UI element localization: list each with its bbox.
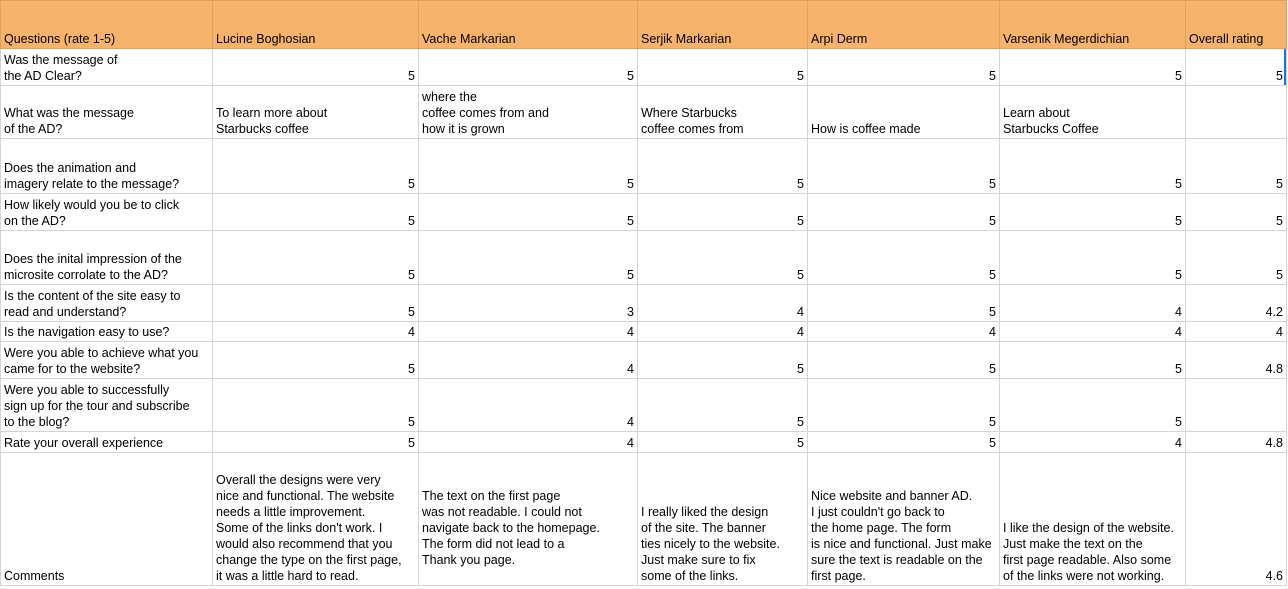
cell-arpi[interactable]: 4	[808, 322, 1000, 342]
header-cell-questions[interactable]: Questions (rate 1-5)	[1, 1, 213, 49]
cell-varsenik[interactable]: 5	[1000, 194, 1186, 231]
cell-arpi[interactable]: 5	[808, 194, 1000, 231]
cell-vache[interactable]: 4	[419, 379, 638, 432]
cell-serjik[interactable]: 5	[638, 194, 808, 231]
cell-lucine[interactable]: 5	[213, 231, 419, 285]
cell-overall[interactable]	[1186, 86, 1287, 139]
header-cell-varsenik[interactable]: Varsenik Megerdichian	[1000, 1, 1186, 49]
header-cell-serjik[interactable]: Serjik Markarian	[638, 1, 808, 49]
table-row	[1, 139, 1287, 194]
cell-serjik[interactable]: 5	[638, 139, 808, 194]
table-row	[1, 379, 1287, 432]
cell-lucine[interactable]: 5	[213, 342, 419, 379]
cell-serjik[interactable]: I really liked the design of the site. The banner ties nicely to the website. Just make sure to fix some of the links.	[638, 453, 808, 586]
table-row	[1, 432, 1287, 453]
cell-vache[interactable]: 5	[419, 49, 638, 86]
cell-overall[interactable]: 5	[1186, 49, 1287, 86]
table-row	[1, 194, 1287, 231]
cell-varsenik[interactable]: 4	[1000, 285, 1186, 322]
cell-question[interactable]: Is the navigation easy to use?	[1, 322, 213, 342]
cell-question[interactable]: Rate your overall experience	[1, 432, 213, 453]
header-row	[1, 1, 1287, 49]
cell-lucine[interactable]: 5	[213, 285, 419, 322]
cell-overall[interactable]: 4.6	[1186, 453, 1287, 586]
table-row	[1, 453, 1287, 586]
cell-vache[interactable]: 4	[419, 322, 638, 342]
cell-arpi[interactable]: 5	[808, 139, 1000, 194]
cell-varsenik[interactable]: 5	[1000, 49, 1186, 86]
cell-varsenik[interactable]: Learn about Starbucks Coffee	[1000, 86, 1186, 139]
cell-question[interactable]: How likely would you be to click on the AD?	[1, 194, 213, 231]
cell-vache[interactable]: The text on the first page was not readable. I could not navigate back to the homepage. The form did not lead to a Thank you page.	[419, 453, 638, 586]
table-row	[1, 49, 1287, 86]
cell-serjik[interactable]: 4	[638, 285, 808, 322]
cell-question[interactable]: Comments	[1, 453, 213, 586]
cell-arpi[interactable]: 5	[808, 379, 1000, 432]
cell-vache[interactable]: 5	[419, 231, 638, 285]
cell-serjik[interactable]: 4	[638, 322, 808, 342]
cell-arpi[interactable]: 5	[808, 285, 1000, 322]
cell-vache[interactable]: 5	[419, 139, 638, 194]
cell-vache[interactable]: where the coffee comes from and how it is grown	[419, 86, 638, 139]
cell-varsenik[interactable]: 4	[1000, 322, 1186, 342]
cell-overall[interactable]: 5	[1186, 194, 1287, 231]
cell-varsenik[interactable]: 5	[1000, 342, 1186, 379]
cell-question[interactable]: Is the content of the site easy to read and understand?	[1, 285, 213, 322]
cell-question[interactable]: Does the animation and imagery relate to the message?	[1, 139, 213, 194]
cell-overall[interactable]: 5	[1186, 231, 1287, 285]
header-cell-lucine[interactable]: Lucine Boghosian	[213, 1, 419, 49]
table-row	[1, 342, 1287, 379]
cell-serjik[interactable]: 5	[638, 432, 808, 453]
cell-question[interactable]: What was the message of the AD?	[1, 86, 213, 139]
cell-varsenik[interactable]: 5	[1000, 139, 1186, 194]
cell-serjik[interactable]: 5	[638, 379, 808, 432]
cell-overall[interactable]: 5	[1186, 139, 1287, 194]
cell-serjik[interactable]: Where Starbucks coffee comes from	[638, 86, 808, 139]
cell-lucine[interactable]: 5	[213, 432, 419, 453]
table-row	[1, 231, 1287, 285]
table-row	[1, 86, 1287, 139]
cell-arpi[interactable]: Nice website and banner AD. I just couldn't go back to the home page. The form is nice and functional. Just make sure the text is readable on the first page.	[808, 453, 1000, 586]
cell-overall[interactable]: 4.8	[1186, 432, 1287, 453]
cell-arpi[interactable]: 5	[808, 231, 1000, 285]
cell-varsenik[interactable]: I like the design of the website. Just make the text on the first page readable. Also some of the links were not working.	[1000, 453, 1186, 586]
cell-lucine[interactable]: Overall the designs were very nice and functional. The website needs a little improvement. Some of the links don't work. I would also recommend that you change the type on the first page, it was a little hard to read.	[213, 453, 419, 586]
cell-question[interactable]: Was the message of the AD Clear?	[1, 49, 213, 86]
cell-arpi[interactable]: 5	[808, 432, 1000, 453]
header-cell-overall[interactable]: Overall rating	[1186, 1, 1287, 49]
header-cell-vache[interactable]: Vache Markarian	[419, 1, 638, 49]
cell-varsenik[interactable]: 4	[1000, 432, 1186, 453]
cell-varsenik[interactable]: 5	[1000, 231, 1186, 285]
cell-vache[interactable]: 4	[419, 432, 638, 453]
cell-serjik[interactable]: 5	[638, 231, 808, 285]
cell-overall[interactable]: 4.8	[1186, 342, 1287, 379]
header-cell-arpi[interactable]: Arpi Derm	[808, 1, 1000, 49]
cell-question[interactable]: Does the inital impression of the microsite corrolate to the AD?	[1, 231, 213, 285]
cell-vache[interactable]: 4	[419, 342, 638, 379]
cell-question[interactable]: Were you able to successfully sign up for the tour and subscribe to the blog?	[1, 379, 213, 432]
cell-arpi[interactable]: 5	[808, 49, 1000, 86]
cell-lucine[interactable]: 5	[213, 49, 419, 86]
cell-overall[interactable]: 4.2	[1186, 285, 1287, 322]
cell-overall[interactable]: 4	[1186, 322, 1287, 342]
cell-vache[interactable]: 5	[419, 194, 638, 231]
cell-question[interactable]: Were you able to achieve what you came for to the website?	[1, 342, 213, 379]
cell-varsenik[interactable]: 5	[1000, 379, 1186, 432]
cell-lucine[interactable]: 5	[213, 194, 419, 231]
cell-vache[interactable]: 3	[419, 285, 638, 322]
cell-arpi[interactable]: 5	[808, 342, 1000, 379]
cell-serjik[interactable]: 5	[638, 49, 808, 86]
table-row	[1, 322, 1287, 342]
table-row	[1, 285, 1287, 322]
cell-lucine[interactable]: 4	[213, 322, 419, 342]
cell-arpi[interactable]: How is coffee made	[808, 86, 1000, 139]
cell-serjik[interactable]: 5	[638, 342, 808, 379]
cell-lucine[interactable]: To learn more about Starbucks coffee	[213, 86, 419, 139]
cell-lucine[interactable]: 5	[213, 139, 419, 194]
cell-lucine[interactable]: 5	[213, 379, 419, 432]
cell-overall[interactable]	[1186, 379, 1287, 432]
